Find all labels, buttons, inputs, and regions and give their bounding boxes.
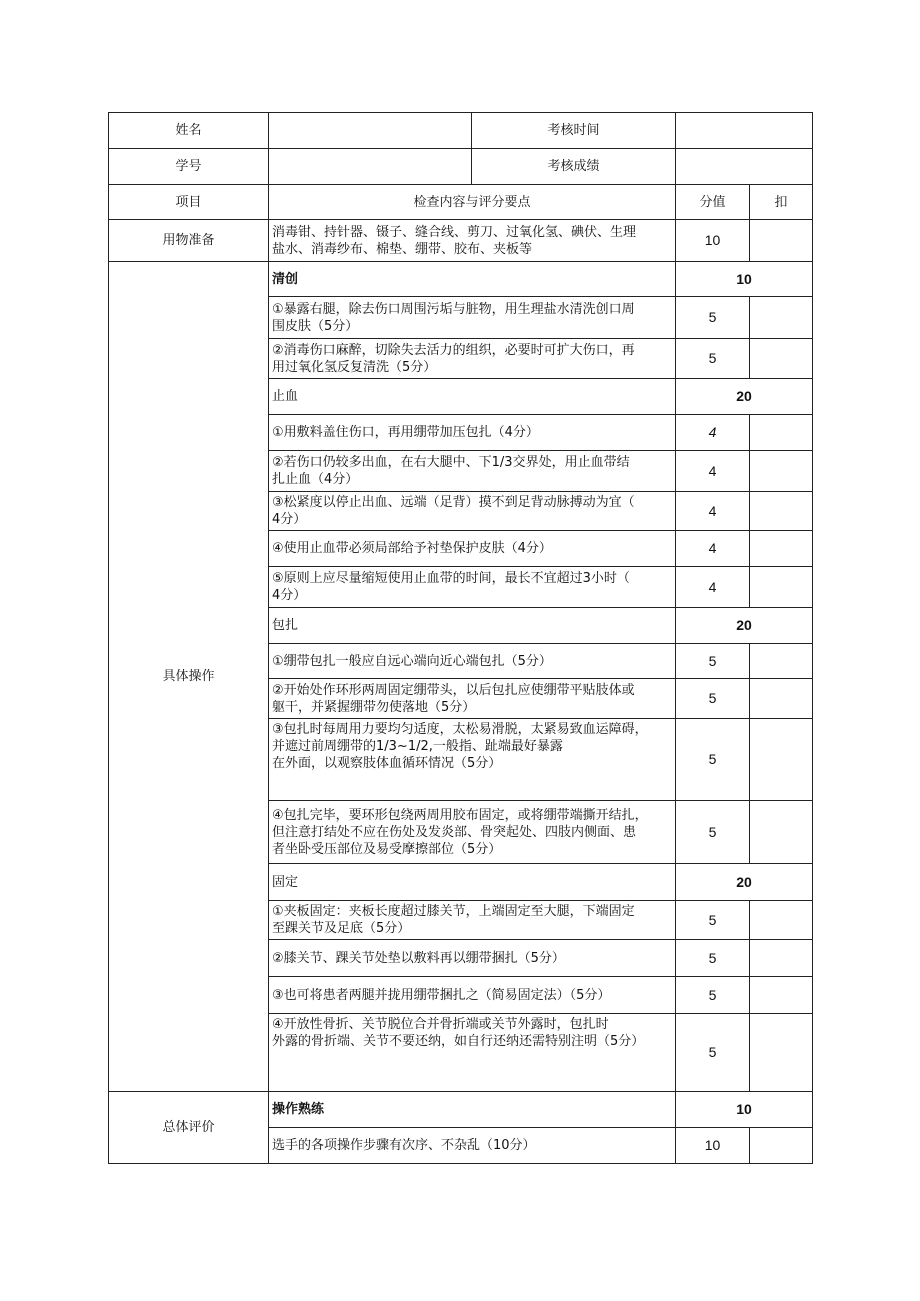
time-label: 考核时间	[472, 113, 676, 149]
hemostasis-score-4: 4	[676, 531, 750, 567]
overall-label: 总体评价	[109, 1092, 269, 1164]
col-item-header: 项目	[109, 185, 269, 220]
fixation-score-4: 5	[676, 1014, 750, 1092]
bandaging-item-2: ②开始处作环形两周固定绷带头，以后包扎应使绷带平贴肢体或 躯干，并紧握绷带勿使落地（5分）	[269, 679, 676, 719]
overall-item-score: 10	[676, 1128, 750, 1164]
fixation-total: 20	[676, 864, 813, 901]
table-row	[109, 149, 813, 185]
fixation-item-1: ①夹板固定：夹板长度超过膝关节，上端固定至大腿，下端固定 至踝关节及足底（5分）	[269, 901, 676, 940]
debridement-item-1: ①暴露右腿，除去伤口周围污垢与脏物，用生理盐水清洗创口周 围皮肤（5分）	[269, 297, 676, 339]
deduct-cell[interactable]	[750, 719, 813, 801]
overall-total: 10	[676, 1092, 813, 1128]
name-label: 姓名	[109, 113, 269, 149]
table-row	[109, 220, 813, 262]
deduct-cell[interactable]	[750, 1014, 813, 1092]
table-row	[109, 262, 813, 297]
hemostasis-score-5: 4	[676, 567, 750, 608]
bandaging-score-3: 5	[676, 719, 750, 801]
score-field[interactable]	[676, 149, 813, 185]
hemostasis-title: 止血	[269, 379, 676, 415]
hemostasis-total: 20	[676, 379, 813, 415]
fixation-title: 固定	[269, 864, 676, 901]
bandaging-item-4: ④包扎完毕，要环形包绕两周用胶布固定，或将绷带端撕开结扎， 但注意打结处不应在伤处及发炎部、骨突起处、四肢内侧面、患 者坐卧受压部位及易受摩擦部位（5分）	[269, 801, 676, 864]
fixation-score-3: 5	[676, 977, 750, 1014]
col-content-header: 检查内容与评分要点	[269, 185, 676, 220]
deduct-cell[interactable]	[750, 220, 813, 262]
deduct-cell[interactable]	[750, 977, 813, 1014]
deduct-cell[interactable]	[750, 451, 813, 492]
debridement-score-1: 5	[676, 297, 750, 339]
deduct-cell[interactable]	[750, 339, 813, 379]
hemostasis-score-3: 4	[676, 492, 750, 531]
bandaging-item-3: ③包扎时每周用力要均匀适度，太松易滑脱，太紧易致血运障碍， 并遮过前周绷带的1/3~1/2,一般指、趾端最好暴露 在外面，以观察肢体血循环情况（5分）	[269, 719, 676, 801]
bandaging-score-4: 5	[676, 801, 750, 864]
bandaging-score-1: 5	[676, 644, 750, 679]
table-row	[109, 1092, 813, 1128]
name-field[interactable]	[269, 113, 472, 149]
deduct-cell[interactable]	[750, 415, 813, 451]
deduct-cell[interactable]	[750, 644, 813, 679]
score-label: 考核成绩	[472, 149, 676, 185]
debridement-score-2: 5	[676, 339, 750, 379]
bandaging-score-2: 5	[676, 679, 750, 719]
fixation-score-2: 5	[676, 940, 750, 977]
overall-title: 操作熟练	[269, 1092, 676, 1128]
hemostasis-item-2: ②若伤口仍较多出血，在右大腿中、下1/3交界处，用止血带结 扎止血（4分）	[269, 451, 676, 492]
col-score-header: 分值	[676, 185, 750, 220]
hemostasis-score-2: 4	[676, 451, 750, 492]
deduct-cell[interactable]	[750, 492, 813, 531]
deduct-cell[interactable]	[750, 531, 813, 567]
fixation-item-2: ②膝关节、踝关节处垫以敷料再以绷带捆扎（5分）	[269, 940, 676, 977]
debridement-item-2: ②消毒伤口麻醉，切除失去活力的组织，必要时可扩大伤口，再 用过氧化氢反复清洗（5分）	[269, 339, 676, 379]
deduct-cell[interactable]	[750, 297, 813, 339]
bandaging-total: 20	[676, 608, 813, 644]
debridement-title: 清创	[269, 262, 676, 297]
supplies-text: 消毒钳、持针器、镊子、缝合线、剪刀、过氧化氢、碘伏、生理 盐水、消毒纱布、棉垫、绷带、胶布、夹板等	[269, 220, 676, 262]
fixation-score-1: 5	[676, 901, 750, 940]
fixation-item-3: ③也可将患者两腿并拢用绷带捆扎之（简易固定法）（5分）	[269, 977, 676, 1014]
hemostasis-score-1: 4	[676, 415, 750, 451]
overall-item: 选手的各项操作步骤有次序、不杂乱（10分）	[269, 1128, 676, 1164]
bandaging-title: 包扎	[269, 608, 676, 644]
deduct-cell[interactable]	[750, 901, 813, 940]
assessment-table	[108, 112, 813, 1164]
deduct-cell[interactable]	[750, 567, 813, 608]
deduct-cell[interactable]	[750, 801, 813, 864]
hemostasis-item-5: ⑤原则上应尽量缩短使用止血带的时间，最长不宜超过3小时（ 4分）	[269, 567, 676, 608]
hemostasis-item-4: ④使用止血带必须局部给予衬垫保护皮肤（4分）	[269, 531, 676, 567]
id-label: 学号	[109, 149, 269, 185]
col-deduct-header: 扣	[750, 185, 813, 220]
supplies-label: 用物准备	[109, 220, 269, 262]
deduct-cell[interactable]	[750, 940, 813, 977]
table-row	[109, 113, 813, 149]
hemostasis-item-3: ③松紧度以停止出血、远端（足背）摸不到足背动脉搏动为宜（ 4分）	[269, 492, 676, 531]
deduct-cell[interactable]	[750, 1128, 813, 1164]
table-row	[109, 185, 813, 220]
bandaging-item-1: ①绷带包扎一般应自远心端向近心端包扎（5分）	[269, 644, 676, 679]
debridement-total: 10	[676, 262, 813, 297]
deduct-cell[interactable]	[750, 679, 813, 719]
hemostasis-item-1: ①用敷料盖住伤口，再用绷带加压包扎（4分）	[269, 415, 676, 451]
operations-label: 具体操作	[109, 262, 269, 1092]
time-field[interactable]	[676, 113, 813, 149]
supplies-score: 10	[676, 220, 750, 262]
id-field[interactable]	[269, 149, 472, 185]
fixation-item-4: ④开放性骨折、关节脱位合并骨折端或关节外露时，包扎时 外露的骨折端、关节不要还纳，如自行还纳还需特别注明（5分）	[269, 1014, 676, 1092]
